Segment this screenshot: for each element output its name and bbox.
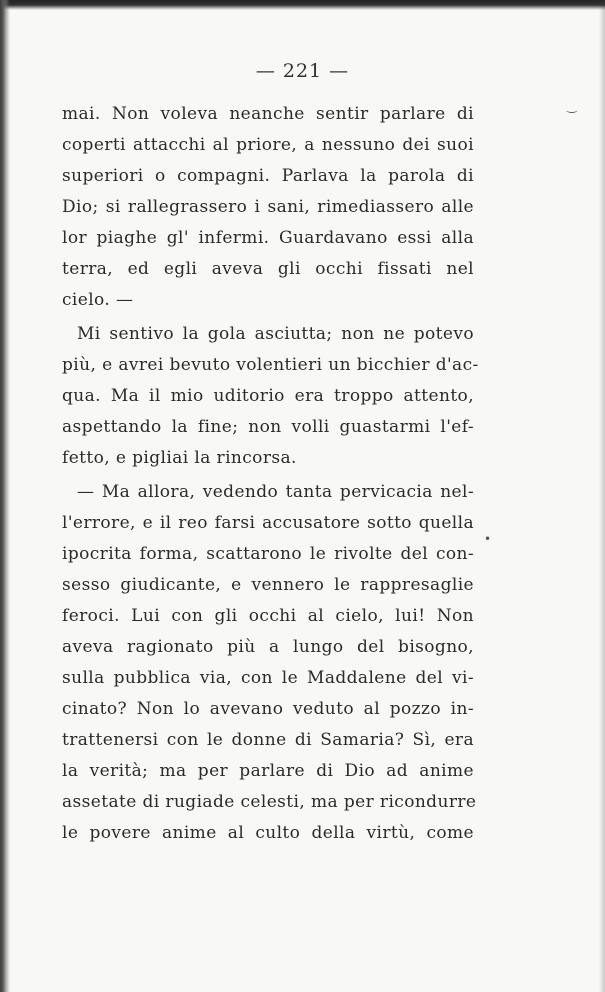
- text-line: coperti attacchi al priore, a nessuno dei suoi: [62, 135, 474, 155]
- scan-binding-edge: [0, 0, 10, 992]
- text-line: sulla pubblica via, con le Maddalene del vi-: [62, 668, 474, 688]
- text-line: trattenersi con le donne di Samaria? Sì, era: [62, 730, 474, 750]
- text-line: cielo. —: [62, 290, 134, 310]
- text-line: ipocrita forma, scattarono le rivolte del con-: [62, 544, 474, 564]
- text-line: le povere anime al culto della virtù, come: [62, 823, 474, 843]
- page-number: — 221 —: [255, 60, 350, 82]
- text-line: assetate di rugiade celesti, ma per ricondurre: [62, 792, 477, 812]
- text-line: aspettando la fine; non volli guastarmi l'ef-: [62, 417, 474, 437]
- text-line: aveva ragionato più a lungo del bisogno,: [62, 637, 474, 657]
- text-line: lor piaghe gl' infermi. Guardavano essi alla: [62, 228, 474, 248]
- body-text: [62, 99, 479, 849]
- scan-speck: •: [484, 532, 492, 546]
- text-line: cinato? Non lo avevano veduto al pozzo in-: [62, 699, 474, 719]
- text-line: fetto, e pigliai la rincorsa.: [62, 448, 297, 468]
- text-line: l'errore, e il reo farsi accusatore sotto quella: [62, 513, 474, 533]
- text-line: la verità; ma per parlare di Dio ad anime: [62, 761, 474, 781]
- text-line: — Ma allora, vedendo tanta pervicacia nel-: [77, 482, 474, 502]
- text-line: qua. Ma il mio uditorio era troppo attento,: [62, 386, 474, 406]
- text-line: sesso giudicante, e vennero le rappresaglie: [62, 575, 474, 595]
- text-line: più, e avrei bevuto volentieri un bicchier d'ac-: [62, 355, 479, 375]
- text-line: mai. Non voleva neanche sentir parlare di: [62, 104, 474, 124]
- text-line: Mi sentivo la gola asciutta; non ne potevo: [77, 324, 474, 344]
- text-line: Dio; si rallegrassero i sani, rimediassero alle: [62, 197, 474, 217]
- scan-top-edge: [0, 0, 605, 10]
- text-line: feroci. Lui con gli occhi al cielo, lui! Non: [62, 606, 474, 626]
- text-line: terra, ed egli aveva gli occhi fissati nel: [62, 259, 474, 279]
- text-line: superiori o compagni. Parlava la parola di: [62, 166, 474, 186]
- scan-speck: ‿: [567, 99, 577, 113]
- scan-right-shadow: [599, 0, 605, 992]
